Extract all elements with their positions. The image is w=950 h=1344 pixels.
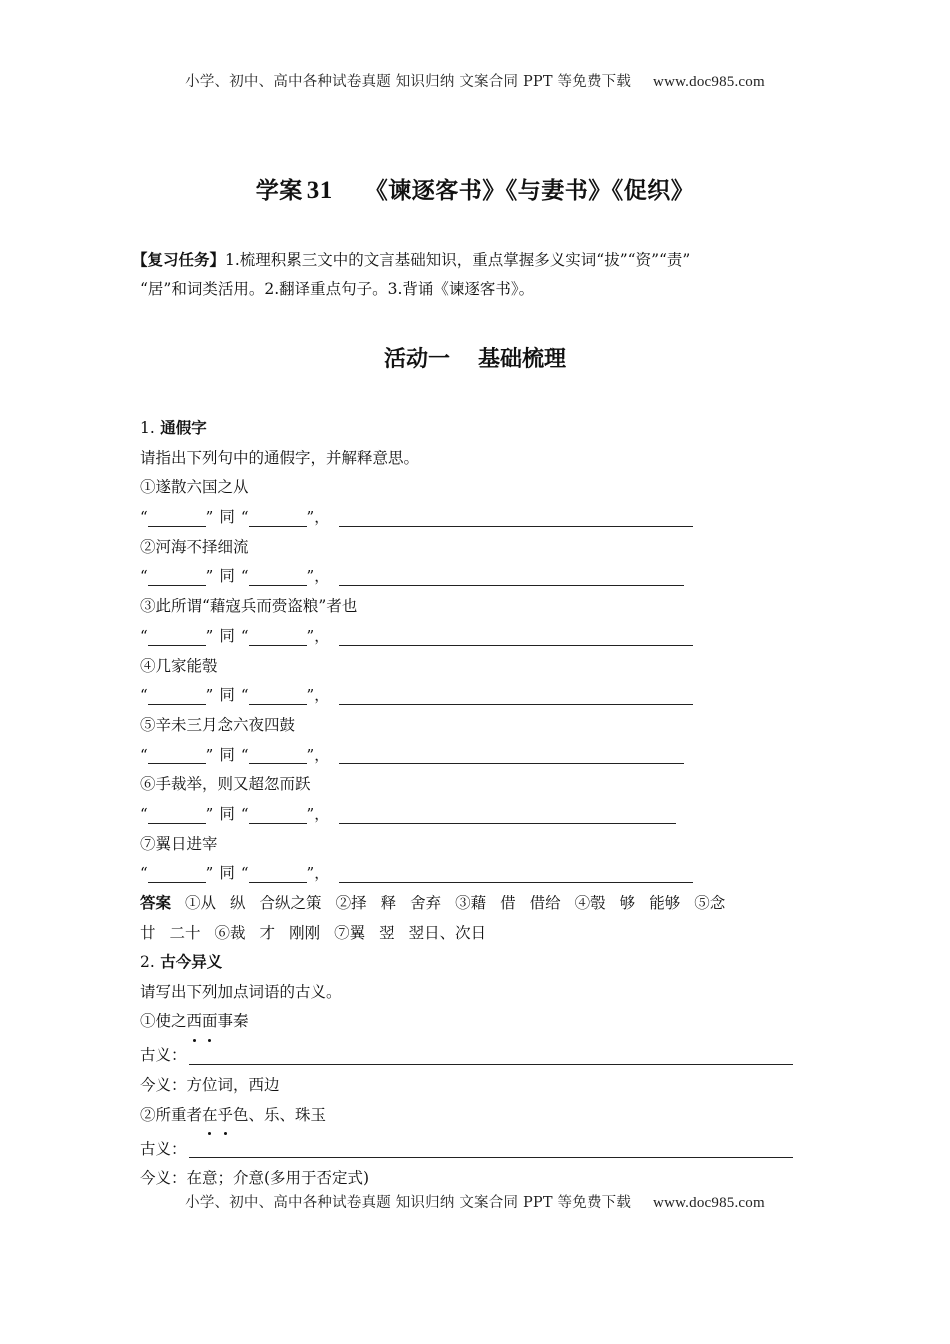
blank-meaning-input[interactable] (339, 803, 676, 824)
blank-meaning-input[interactable] (339, 684, 693, 705)
ancient-meaning-input[interactable] (189, 1044, 793, 1065)
close-quote: ” (306, 864, 315, 883)
comma: ， (314, 745, 330, 764)
answer-item: 刚刚 (289, 923, 321, 942)
fill-in-row (140, 503, 820, 533)
header-banner (0, 70, 950, 91)
close-quote: ” (306, 508, 315, 527)
blank-original-input[interactable] (249, 506, 307, 527)
question-item: ⑤辛未三月念六夜四鼓 (140, 715, 296, 734)
open-quote: “ (140, 626, 148, 645)
question-item (140, 1007, 820, 1041)
close-quote: ” (205, 745, 214, 764)
close-quote: ” (306, 745, 315, 764)
section-1-number: 1. (140, 419, 155, 437)
comma: ， (314, 864, 330, 883)
close-quote: ” (205, 804, 214, 823)
label-part: 色、乐、珠玉 (233, 1105, 327, 1124)
answer-item: 释 (380, 894, 397, 912)
same-as-label: 同 (219, 745, 235, 764)
open-quote: “ (240, 804, 249, 823)
same-as-label: 同 (219, 804, 235, 823)
ancient-meaning-label: 古义： (140, 1139, 187, 1158)
answer-item: ①从 (185, 894, 217, 912)
close-quote: ” (306, 804, 315, 823)
open-quote: “ (140, 686, 148, 705)
banner-url[interactable]: www.doc985.com (653, 74, 765, 90)
title-number: 31 (306, 177, 333, 204)
blank-char-input[interactable] (148, 565, 206, 586)
open-quote: “ (240, 626, 249, 645)
answer-label: 答案 (140, 894, 172, 912)
blank-meaning-input[interactable] (339, 743, 684, 764)
section-2-number: 2. (140, 953, 155, 971)
label-part: ①使之 (140, 1012, 187, 1031)
question-item: ⑦翼日进宰 (140, 834, 218, 853)
banner-text: 小学、初中、高中各种试卷真题 知识归纳 文案合同 PPT 等免费下载 (185, 74, 632, 90)
title-books: 《谏逐客书》《与妻书》《促织》 (364, 178, 695, 204)
footer-banner-text: 小学、初中、高中各种试卷真题 知识归纳 文案合同 PPT 等免费下载 (185, 1195, 632, 1211)
fill-in-row (140, 800, 820, 830)
answer-item: ⑤念 (694, 894, 726, 912)
comma: ， (314, 567, 330, 586)
fill-in-row (140, 681, 820, 711)
answer-item: 廿 (140, 923, 156, 942)
question-item: ③此所谓“藉寇兵而赍盗粮”者也 (140, 597, 358, 616)
footer-banner (0, 1191, 950, 1212)
close-quote: ” (306, 626, 315, 645)
answer-item: 翌 (379, 923, 395, 942)
close-quote: ” (205, 626, 214, 645)
answer-item: ⑥裁 (214, 923, 246, 942)
open-quote: “ (140, 745, 148, 764)
ancient-meaning-row (140, 1135, 820, 1165)
answer-item: 二十 (169, 923, 201, 942)
fill-in-row (140, 741, 820, 771)
section-2-items (140, 1007, 820, 1194)
open-quote: “ (240, 745, 249, 764)
ancient-meaning-input[interactable] (189, 1137, 793, 1158)
task-line-1: 1.梳理积累三文中的文言基础知识，重点掌握多义实词“拔”“资”“责” (225, 251, 691, 269)
blank-char-input[interactable] (148, 625, 206, 646)
label-part: 事秦 (217, 1012, 249, 1031)
blank-meaning-input[interactable] (339, 506, 693, 527)
ancient-meaning-label: 古义： (140, 1046, 187, 1065)
task-label: 【复习任务】 (132, 251, 226, 269)
close-quote: ” (205, 686, 214, 705)
answer-item: 借给 (529, 894, 561, 912)
section-1-items (140, 473, 820, 889)
same-as-label: 同 (219, 686, 235, 705)
fill-in-row (140, 562, 820, 592)
open-quote: “ (140, 567, 148, 586)
task-line-2: “居”和词类活用。2.翻译重点句子。3.背诵《谏逐客书》。 (140, 280, 535, 298)
ancient-meaning-row (140, 1041, 820, 1071)
fill-in-row (140, 622, 820, 652)
footer-banner-url[interactable]: www.doc985.com (653, 1195, 765, 1211)
section-2-heading-text: 古今异义 (160, 953, 223, 971)
open-quote: “ (240, 508, 249, 527)
open-quote: “ (240, 864, 249, 883)
modern-meaning: 今义：方位词，西边 (140, 1076, 280, 1095)
answer-item: 舍弃 (410, 894, 442, 912)
close-quote: ” (205, 567, 214, 586)
same-as-label: 同 (219, 567, 235, 586)
same-as-label: 同 (219, 626, 235, 645)
open-quote: “ (140, 804, 148, 823)
comma: ， (314, 508, 330, 527)
emphasized-char: 在 (202, 1101, 218, 1131)
question-item: ①遂散六国之从 (140, 478, 249, 497)
review-task (132, 246, 820, 304)
blank-meaning-input[interactable] (339, 625, 693, 646)
question-item: ④几家能彀 (140, 656, 218, 675)
blank-char-input[interactable] (148, 862, 206, 883)
answer-item: ③藉 (455, 894, 487, 912)
blank-char-input[interactable] (148, 743, 206, 764)
answer-item: 合纵之策 (259, 894, 322, 912)
close-quote: ” (205, 508, 214, 527)
close-quote: ” (306, 567, 315, 586)
blank-original-input[interactable] (249, 743, 307, 764)
answer-item: 纵 (230, 894, 246, 912)
blank-original-input[interactable] (249, 803, 307, 824)
answer-item: ②择 (335, 894, 367, 912)
activity-title (0, 342, 950, 373)
answer-item: ⑦翼 (334, 923, 366, 942)
label-part: ②所重者 (140, 1105, 203, 1124)
answer-line-2 (140, 919, 820, 949)
title-prefix: 学案 (255, 178, 303, 204)
answer-item: 才 (259, 923, 276, 942)
blank-char-input[interactable] (148, 506, 206, 527)
open-quote: “ (240, 567, 249, 586)
blank-meaning-input[interactable] (339, 565, 684, 586)
comma: ， (314, 804, 330, 823)
emphasized-char: 乎 (218, 1101, 234, 1131)
emphasized-char: 西 (187, 1007, 203, 1037)
open-quote: “ (140, 864, 148, 883)
blank-char-input[interactable] (148, 803, 206, 824)
answer-item: 翌日、次日 (408, 923, 487, 942)
page-title (0, 172, 950, 205)
answer-block (140, 889, 820, 948)
same-as-label: 同 (219, 864, 235, 883)
blank-char-input[interactable] (148, 684, 206, 705)
answer-item: 够 (619, 894, 636, 912)
content (140, 414, 820, 1194)
answer-item: 能够 (649, 894, 681, 912)
question-item: ②河海不择细流 (140, 537, 249, 556)
comma: ， (314, 626, 330, 645)
answer-item: ④彀 (574, 894, 606, 912)
blank-original-input[interactable] (249, 862, 307, 883)
close-quote: ” (205, 864, 214, 883)
section-1-heading (140, 414, 820, 444)
blank-original-input[interactable] (249, 625, 307, 646)
open-quote: “ (140, 508, 148, 527)
section-1-instruction: 请指出下列句中的通假字，并解释意思。 (140, 448, 420, 467)
close-quote: ” (306, 686, 315, 705)
answer-item: 借 (500, 894, 516, 912)
comma: ， (314, 686, 330, 705)
question-item (140, 1101, 820, 1135)
answer-line-1 (140, 889, 820, 919)
emphasized-char: 面 (202, 1007, 218, 1037)
activity-part-2: 基础梳理 (478, 347, 567, 372)
same-as-label: 同 (219, 508, 235, 527)
blank-meaning-input[interactable] (339, 862, 693, 883)
modern-meaning: 今义：在意；介意(多用于否定式) (140, 1169, 370, 1188)
blank-original-input[interactable] (249, 565, 307, 586)
section-1-heading-text: 通假字 (160, 419, 207, 437)
fill-in-row (140, 859, 820, 889)
section-2-instruction: 请写出下列加点词语的古义。 (140, 982, 342, 1001)
blank-original-input[interactable] (249, 684, 307, 705)
activity-part-1: 活动一 (383, 347, 450, 372)
section-2-heading (140, 948, 820, 978)
open-quote: “ (240, 686, 249, 705)
question-item: ⑥手裁举，则又超忽而跃 (140, 775, 311, 794)
